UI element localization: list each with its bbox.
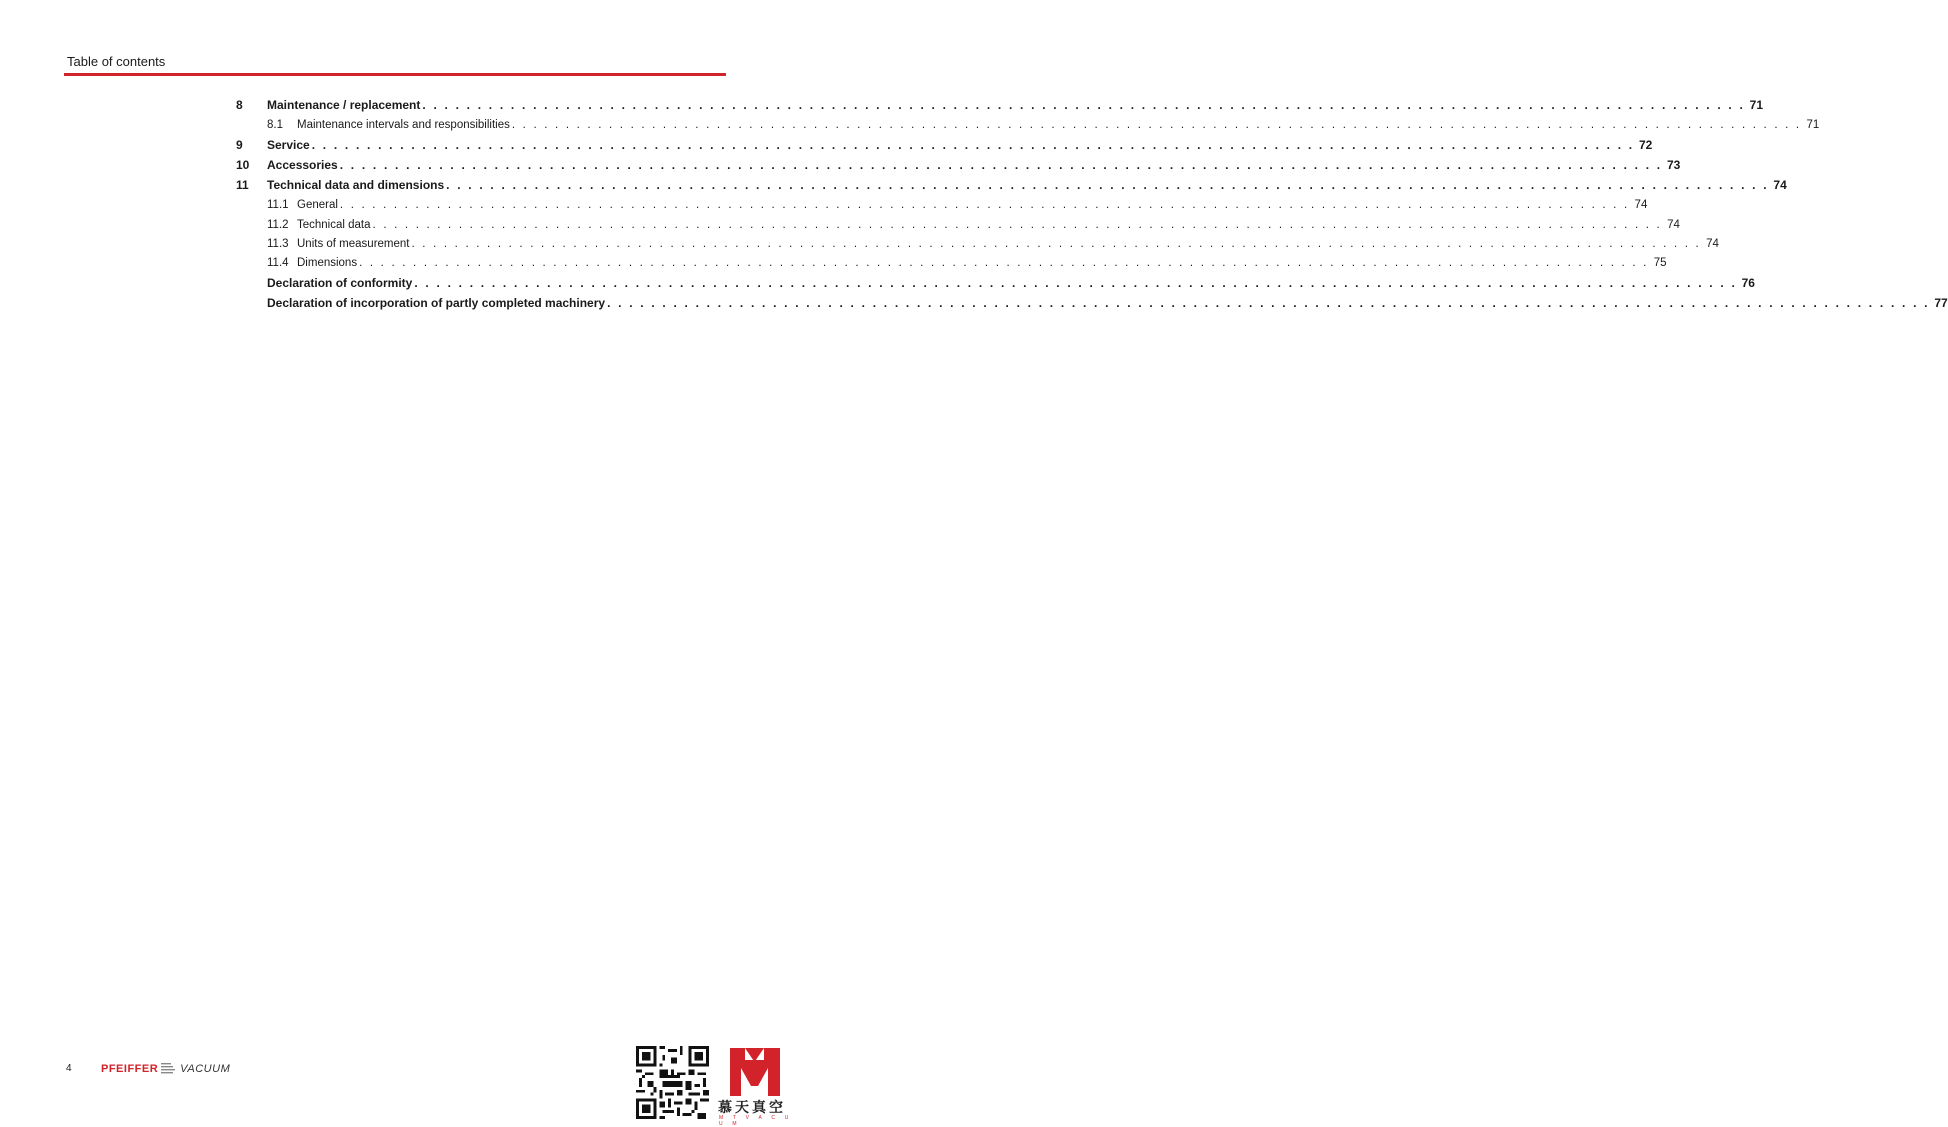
toc-entry-body (267, 196, 1647, 215)
toc-dot-leader: . . . . . . . . . . . . . . . . . . . . . . . . . . . . . . . . . . . . . . . . . . . . . . . . . . . . . . . . . . . . . . . . . . . . . . . . . . . . . . . . . . . . . . . . . . . . . . . . . . . . . . . . . . . . . . . . . . . . . . . . (446, 178, 1769, 193)
toc-dot-leader: . . . . . . . . . . . . . . . . . . . . . . . . . . . . . . . . . . . . . . . . . . . . . . . . . . . . . . . . . . . . . . . . . . . . . . . . . . . . . . . . . . . . . . . . . . . . . . . . . . . . . . . . . . . . . . . . . . . . . . . . (339, 199, 1630, 212)
toc-entry[interactable] (236, 294, 1948, 314)
toc-entry-body (267, 274, 1755, 293)
pfeiffer-logo-icon (161, 1062, 177, 1076)
toc-entry-body (267, 136, 1652, 155)
toc-dot-leader: . . . . . . . . . . . . . . . . . . . . . . . . . . . . . . . . . . . . . . . . . . . . . . . . . . . . . . . . . . . . . . . . . . . . . . . . . . . . . . . . . . . . . . . . . . . . . . . . . . . . . . . . . . . . . . . . . . . . . . . . (359, 257, 1649, 270)
toc-entry-body (267, 235, 1719, 254)
toc-entry-body (267, 294, 1948, 313)
toc-section-number: 11.1 (267, 199, 289, 212)
toc-page-number: 72 (1638, 137, 1653, 152)
pfeiffer-vacuum-logo (101, 1061, 230, 1077)
toc-entry-body (267, 254, 1667, 273)
qr-code-icon (636, 1046, 709, 1119)
toc-page-number: 74 (1773, 178, 1787, 193)
footer-page-number: 4 (66, 1063, 72, 1074)
toc-entry[interactable] (236, 116, 1820, 135)
toc-title: Service (267, 137, 310, 152)
toc-title: General (297, 199, 338, 212)
toc-page-number: 74 (1667, 218, 1680, 231)
toc-entry[interactable] (236, 176, 1787, 196)
toc-dot-leader: . . . . . . . . . . . . . . . . . . . . . . . . . . . . . . . . . . . . . . . . . . . . . . . . . . . . . . . . . . . . . . . . . . . . . . . . . . . . . . . . . . . . . . . . . . . . . . . . . . . . . . . . . . . . . . . . . . . . . . . . (511, 119, 1802, 132)
toc-title: Maintenance intervals and responsibilities (297, 119, 510, 132)
header-rule (64, 73, 726, 76)
toc-entry[interactable] (236, 254, 1667, 273)
toc-title: Units of measurement (297, 238, 410, 251)
pfeiffer-brand-text: PFEIFFER (101, 1063, 159, 1075)
toc-entry-body (267, 156, 1680, 175)
toc-chapter-number: 10 (236, 157, 250, 172)
toc-title: Maintenance / replacement (267, 98, 421, 112)
toc-page-number: 73 (1666, 157, 1681, 172)
toc-entry[interactable] (236, 235, 1719, 254)
toc-dot-leader: . . . . . . . . . . . . . . . . . . . . . . . . . . . . . . . . . . . . . . . . . . . . . . . . . . . . . . . . . . . . . . . . . . . . . . . . . . . . . . . . . . . . . . . . . . . . . . . . . . . . . . . . . . . . . . . . . . . . . . . . (372, 218, 1662, 231)
toc-dot-leader: . . . . . . . . . . . . . . . . . . . . . . . . . . . . . . . . . . . . . . . . . . . . . . . . . . . . . . . . . . . . . . . . . . . . . . . . . . . . . . . . . . . . . . . . . . . . . . . . . . . . . . . . . . . . . . . . . . . . . . . . (339, 157, 1663, 172)
toc-chapter-number: 9 (236, 137, 243, 152)
toc-title: Accessories (267, 157, 338, 172)
toc-page-number: 75 (1653, 257, 1667, 270)
toc-entry[interactable] (236, 196, 1648, 215)
toc-entry-body (267, 116, 1819, 135)
toc-entry[interactable] (236, 96, 1764, 116)
toc-dot-leader: . . . . . . . . . . . . . . . . . . . . . . . . . . . . . . . . . . . . . . . . . . . . . . . . . . . . . . . . . . . . . . . . . . . . . . . . . . . . . . . . . . . . . . . . . . . . . . . . . . . . . . . . . . . . . . . . . . . . . . . . (422, 98, 1746, 112)
toc-dot-leader: . . . . . . . . . . . . . . . . . . . . . . . . . . . . . . . . . . . . . . . . . . . . . . . . . . . . . . . . . . . . . . . . . . . . . . . . . . . . . . . . . . . . . . . . . . . . . . . . . . . . . . . . . . . . . . . . . . . . . . . . (414, 275, 1737, 290)
toc-section-number: 8.1 (267, 119, 283, 132)
toc-title: Technical data and dimensions (267, 178, 445, 193)
toc-chapter-number: 11 (236, 178, 249, 193)
toc-page-number: 71 (1749, 98, 1764, 112)
toc-entry-body (267, 216, 1680, 235)
toc-chapter-number: 8 (236, 98, 243, 112)
toc-page-number: 74 (1634, 199, 1648, 212)
toc-dot-leader: . . . . . . . . . . . . . . . . . . . . . . . . . . . . . . . . . . . . . . . . . . . . . . . . . . . . . . . . . . . . . . . . . . . . . . . . . . . . . . . . . . . . . . . . . . . . . . . . . . . . . . . . . . . . . . . . . . . . . . . . (311, 137, 1635, 152)
toc-title: Declaration of incorporation of partly completed machinery (267, 295, 606, 310)
pfeiffer-vacuum-text: VACUUM (180, 1063, 231, 1075)
toc-entry[interactable] (236, 216, 1680, 235)
table-of-contents (236, 96, 1948, 314)
toc-title: Declaration of conformity (267, 275, 413, 290)
toc-page-number: 74 (1706, 238, 1719, 251)
toc-entry[interactable] (236, 274, 1755, 294)
toc-section-number: 11.2 (267, 218, 289, 231)
toc-title: Dimensions (297, 257, 358, 270)
toc-page-number: 76 (1741, 275, 1755, 290)
toc-entry[interactable] (236, 136, 1653, 156)
toc-entry[interactable] (236, 156, 1681, 176)
mt-vacuum-english-name: M T V A C U U M (719, 1115, 793, 1127)
toc-page-number: 71 (1806, 119, 1820, 132)
toc-section-number: 11.3 (267, 238, 289, 251)
running-header-title: Table of contents (67, 54, 166, 69)
toc-dot-leader: . . . . . . . . . . . . . . . . . . . . . . . . . . . . . . . . . . . . . . . . . . . . . . . . . . . . . . . . . . . . . . . . . . . . . . . . . . . . . . . . . . . . . . . . . . . . . . . . . . . . . . . . . . . . . . . . . . . . . . . . (607, 295, 1930, 310)
toc-title: Technical data (297, 218, 371, 231)
toc-entry-body (267, 96, 1763, 115)
toc-page-number: 77 (1934, 295, 1948, 310)
mt-vacuum-chinese-name: 慕天真空 (718, 1099, 786, 1115)
toc-section-number: 11.4 (267, 257, 289, 270)
toc-entry-body (267, 176, 1787, 195)
toc-dot-leader: . . . . . . . . . . . . . . . . . . . . . . . . . . . . . . . . . . . . . . . . . . . . . . . . . . . . . . . . . . . . . . . . . . . . . . . . . . . . . . . . . . . . . . . . . . . . . . . . . . . . . . . . . . . . . . . . . . . . . . . . (411, 238, 1701, 251)
